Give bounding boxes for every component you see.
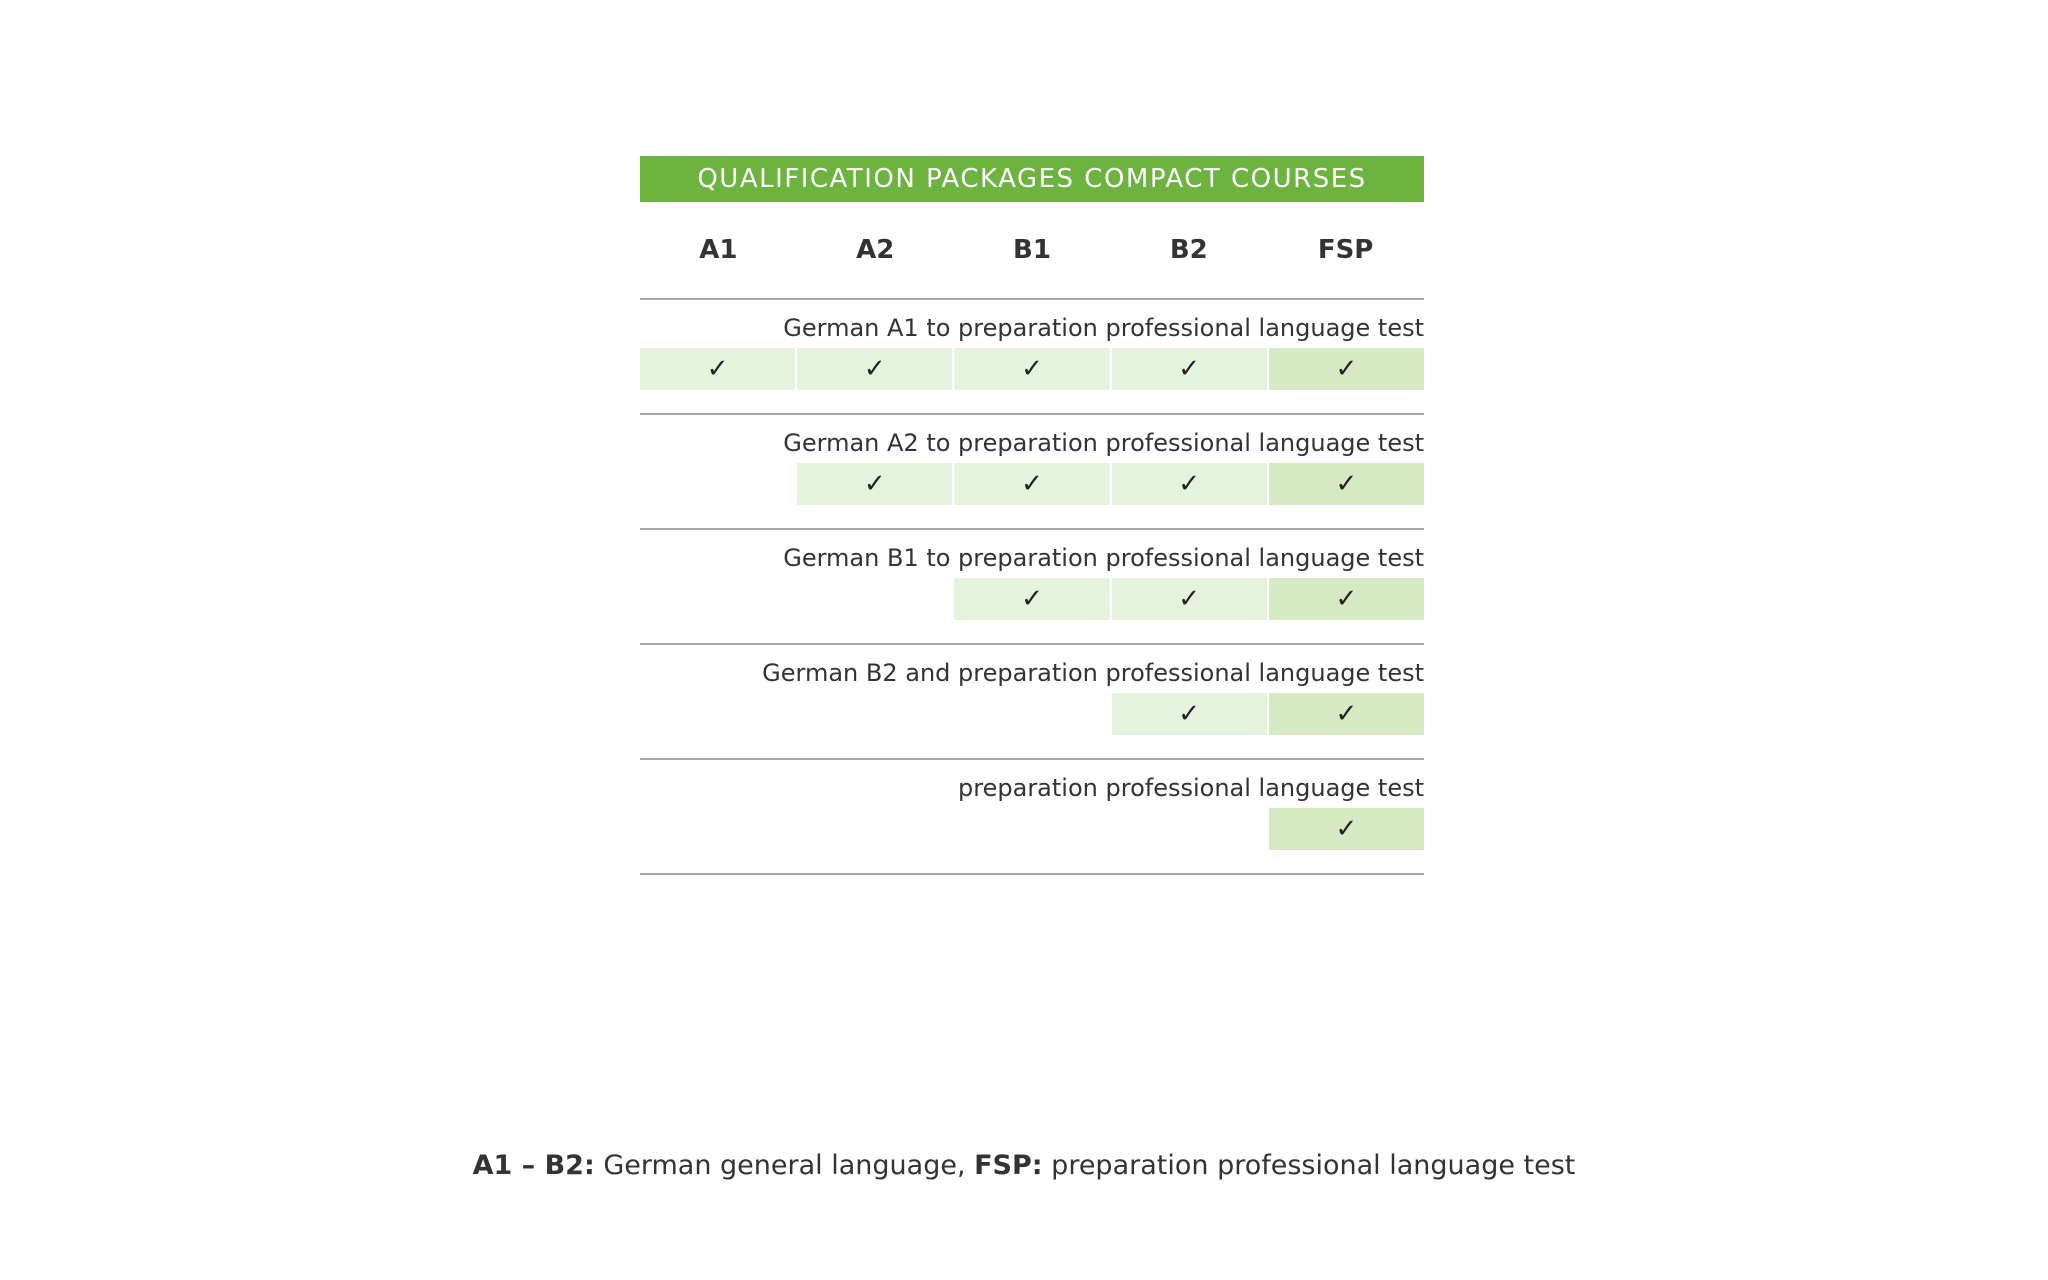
empty-cell <box>797 578 952 620</box>
level-header-a1: A1 <box>699 235 738 265</box>
package-label: German B2 and preparation professional language test <box>762 659 1424 687</box>
footnote <box>0 1150 2048 1181</box>
package-label: preparation professional language test <box>958 774 1424 802</box>
check-mark-icon: ✓ <box>1112 463 1267 505</box>
level-header-b1: B1 <box>1013 235 1051 265</box>
check-mark-icon: ✓ <box>1112 578 1267 620</box>
package-row <box>640 530 1424 645</box>
check-mark-icon: ✓ <box>797 463 952 505</box>
footnote-fsp-term: FSP: <box>974 1150 1043 1181</box>
check-mark-icon: ✓ <box>1269 348 1424 390</box>
table-title: QUALIFICATION PACKAGES COMPACT COURSES <box>697 164 1367 194</box>
package-list <box>640 300 1424 875</box>
empty-cell <box>640 693 795 735</box>
package-cells <box>640 463 1424 505</box>
package-label: German A1 to preparation professional language test <box>783 314 1424 342</box>
check-mark-icon: ✓ <box>954 578 1109 620</box>
footnote-levels-term: A1 – B2: <box>472 1150 595 1181</box>
check-mark-icon: ✓ <box>1112 348 1267 390</box>
level-header-b2: B2 <box>1169 235 1208 265</box>
package-cells <box>640 693 1424 735</box>
empty-cell <box>640 808 795 850</box>
qualification-table <box>640 156 1424 875</box>
table-title-banner <box>640 156 1424 202</box>
footnote-fsp-text: preparation professional language test <box>1042 1150 1576 1181</box>
empty-cell <box>640 578 795 620</box>
check-mark-icon: ✓ <box>1269 693 1424 735</box>
check-mark-icon: ✓ <box>954 463 1109 505</box>
level-header-row <box>640 202 1424 300</box>
empty-cell <box>797 808 952 850</box>
check-mark-icon: ✓ <box>1269 463 1424 505</box>
empty-cell <box>1112 808 1267 850</box>
check-mark-icon: ✓ <box>640 348 795 390</box>
check-mark-icon: ✓ <box>1112 693 1267 735</box>
empty-cell <box>797 693 952 735</box>
empty-cell <box>954 693 1109 735</box>
check-mark-icon: ✓ <box>954 348 1109 390</box>
empty-cell <box>954 808 1109 850</box>
package-row <box>640 760 1424 875</box>
package-cells <box>640 348 1424 390</box>
package-row <box>640 415 1424 530</box>
package-row <box>640 645 1424 760</box>
package-row <box>640 300 1424 415</box>
empty-cell <box>640 463 795 505</box>
check-mark-icon: ✓ <box>1269 578 1424 620</box>
package-cells <box>640 808 1424 850</box>
footnote-levels-text: German general language, <box>594 1150 975 1181</box>
package-label: German A2 to preparation professional language test <box>783 429 1424 457</box>
package-label: German B1 to preparation professional language test <box>783 544 1424 572</box>
level-header-fsp: FSP <box>1317 235 1374 265</box>
package-cells <box>640 578 1424 620</box>
check-mark-icon: ✓ <box>1269 808 1424 850</box>
level-header-a2: A2 <box>856 235 895 265</box>
check-mark-icon: ✓ <box>797 348 952 390</box>
